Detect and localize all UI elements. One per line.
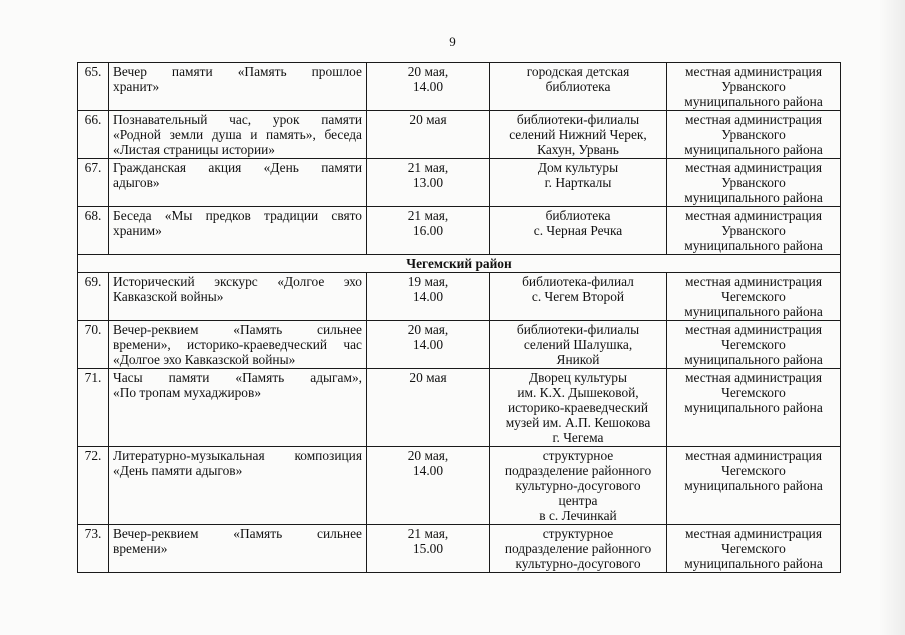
organizer-line: местная администрация: [685, 322, 822, 337]
event-date-line: 14.00: [412, 337, 444, 352]
event-title-line: «По тропам мухаджиров»: [113, 385, 262, 400]
table-row: [78, 159, 841, 207]
organizer-line: Чегемского: [721, 289, 786, 304]
event-place-line: селений Нижний Черек,: [509, 127, 647, 142]
event-place: [490, 207, 667, 255]
table-row: [78, 369, 841, 447]
event-place-line: историко-краеведческий: [507, 400, 649, 415]
organizer: [667, 321, 841, 369]
organizer-line: муниципального района: [684, 190, 823, 205]
event-date-line: 20 мая,: [407, 448, 449, 463]
event-date-line: 14.00: [412, 289, 444, 304]
row-number-line: 72.: [84, 448, 102, 463]
organizer-line: местная администрация: [685, 112, 822, 127]
event-title-line: Гражданская акция «День памяти: [113, 160, 362, 175]
organizer-line: Урванского: [721, 175, 786, 190]
event-title: [109, 207, 367, 255]
event-title-line: хранит»: [113, 79, 160, 94]
row-number: [78, 63, 109, 111]
organizer-line: муниципального района: [684, 94, 823, 109]
event-title-line: Вечер памяти «Память прошлое: [113, 64, 362, 79]
page-number: 9: [449, 34, 456, 49]
table-row: [78, 273, 841, 321]
row-number: [78, 207, 109, 255]
organizer-line: Урванского: [721, 79, 786, 94]
event-title-line: времени», историко-краеведческий час: [113, 337, 362, 352]
organizer: [667, 159, 841, 207]
event-place-line: Кахун, Урвань: [537, 142, 619, 157]
organizer-line: местная администрация: [685, 160, 822, 175]
event-date-line: 20 мая,: [407, 64, 449, 79]
event-date-line: 16.00: [412, 223, 444, 238]
event-place-line: структурное: [542, 448, 614, 463]
organizer: [667, 525, 841, 573]
event-place-line: библиотека: [545, 208, 611, 223]
row-number-line: 67.: [84, 160, 102, 175]
row-number-line: 69.: [84, 274, 102, 289]
organizer-line: Урванского: [721, 223, 786, 238]
event-date-line: 21 мая,: [407, 526, 449, 541]
event-place-line: библиотеки-филиалы: [516, 112, 640, 127]
organizer-line: муниципального района: [684, 142, 823, 157]
event-place: [490, 273, 667, 321]
event-place: [490, 111, 667, 159]
event-title-line: храним»: [113, 223, 162, 238]
event-date-line: 14.00: [412, 463, 444, 478]
event-place-line: библиотека: [545, 79, 611, 94]
event-title-line: «Листая страницы истории»: [113, 142, 275, 157]
event-title-line: «Родной земли душа и память», беседа: [113, 127, 362, 142]
event-place-line: г. Чегема: [552, 430, 604, 445]
table-row: [78, 207, 841, 255]
event-title: [109, 321, 367, 369]
event-date-line: 21 мая,: [407, 208, 449, 223]
organizer-line: Чегемского: [721, 463, 786, 478]
organizer: [667, 111, 841, 159]
event-place-line: Яникой: [556, 352, 600, 367]
event-title-line: Кавказской войны»: [113, 289, 224, 304]
event-place: [490, 63, 667, 111]
event-place-line: селений Шалушка,: [523, 337, 633, 352]
event-place-line: городская детская: [526, 64, 630, 79]
row-number: [78, 159, 109, 207]
organizer-line: местная администрация: [685, 208, 822, 223]
section-header-body: [78, 255, 841, 273]
organizer-line: Урванского: [721, 127, 786, 142]
event-title-line: «Долгое эхо Кавказской войны»: [113, 352, 296, 367]
organizer-line: муниципального района: [684, 478, 823, 493]
organizer-line: местная администрация: [685, 526, 822, 541]
event-place-line: подразделение районного: [504, 463, 652, 478]
event-title-line: Литературно-музыкальная композиция: [113, 448, 362, 463]
row-number: [78, 321, 109, 369]
event-date: [367, 525, 490, 573]
row-number-line: 65.: [84, 64, 102, 79]
event-title-line: Познавательный час, урок памяти: [113, 112, 362, 127]
event-title-line: Вечер-реквием «Память сильнее: [113, 526, 362, 541]
event-date-line: 21 мая,: [407, 160, 449, 175]
event-date: [367, 321, 490, 369]
event-title-line: Часы памяти «Память адыгам»,: [113, 370, 362, 385]
table-body-chegem: [78, 273, 841, 573]
event-date-line: 14.00: [412, 79, 444, 94]
event-title-line: Вечер-реквием «Память сильнее: [113, 322, 362, 337]
event-date: [367, 447, 490, 525]
organizer: [667, 63, 841, 111]
event-place-line: центра: [558, 493, 598, 508]
organizer-line: местная администрация: [685, 274, 822, 289]
row-number: [78, 273, 109, 321]
organizer: [667, 369, 841, 447]
row-number: [78, 369, 109, 447]
event-title: [109, 369, 367, 447]
organizer-line: муниципального района: [684, 400, 823, 415]
event-date-line: 20 мая: [409, 370, 447, 385]
event-title-line: адыгов»: [113, 175, 160, 190]
event-place-line: библиотеки-филиалы: [516, 322, 640, 337]
event-title-line: времени»: [113, 541, 168, 556]
event-place: [490, 159, 667, 207]
event-title: [109, 63, 367, 111]
event-place-line: Дворец культуры: [529, 370, 627, 385]
table-row: [78, 525, 841, 573]
event-date: [367, 369, 490, 447]
row-number: [78, 447, 109, 525]
organizer-line: местная администрация: [685, 448, 822, 463]
organizer-line: муниципального района: [684, 352, 823, 367]
row-number: [78, 111, 109, 159]
row-number-line: 71.: [84, 370, 102, 385]
row-number-line: 66.: [84, 112, 102, 127]
event-place-line: им. К.Х. Дышековой,: [517, 385, 639, 400]
event-date-line: 15.00: [412, 541, 444, 556]
organizer-line: Чегемского: [721, 337, 786, 352]
table-row: [78, 321, 841, 369]
event-title: [109, 525, 367, 573]
event-place: [490, 321, 667, 369]
organizer-line: муниципального района: [684, 238, 823, 253]
event-date-line: 19 мая,: [407, 274, 449, 289]
event-date: [367, 63, 490, 111]
event-date: [367, 159, 490, 207]
event-title: [109, 111, 367, 159]
event-place-line: библиотека-филиал: [522, 274, 634, 289]
event-title-line: Исторический экскурс «Долгое эхо: [113, 274, 362, 289]
event-place-line: Дом культуры: [537, 160, 619, 175]
event-date-line: 13.00: [412, 175, 444, 190]
event-date-line: 20 мая,: [407, 322, 449, 337]
row-number-line: 70.: [84, 322, 102, 337]
table-row: [78, 447, 841, 525]
table-body-urvan: [78, 63, 841, 255]
row-number: [78, 525, 109, 573]
event-place-line: подразделение районного: [504, 541, 652, 556]
organizer-line: Чегемского: [721, 385, 786, 400]
event-place-line: структурное: [542, 526, 614, 541]
event-title: [109, 159, 367, 207]
event-title-line: Беседа «Мы предков традиции свято: [113, 208, 362, 223]
event-place-line: в с. Лечинкай: [539, 508, 617, 523]
events-table: [77, 62, 841, 573]
organizer-line: местная администрация: [685, 64, 822, 79]
event-date-line: 20 мая: [409, 112, 447, 127]
row-number-line: 73.: [84, 526, 102, 541]
organizer-line: муниципального района: [684, 556, 823, 571]
organizer-line: муниципального района: [684, 304, 823, 319]
event-date: [367, 207, 490, 255]
organizer-line: Чегемского: [721, 541, 786, 556]
section-title: Чегемский район: [78, 255, 841, 273]
event-place-line: музей им. А.П. Кешокова: [505, 415, 651, 430]
event-title-line: «День памяти адыгов»: [113, 463, 243, 478]
event-place: [490, 447, 667, 525]
event-place-line: г. Нарткалы: [544, 175, 612, 190]
event-place-line: культурно-досугового: [515, 478, 641, 493]
event-title: [109, 273, 367, 321]
event-date: [367, 111, 490, 159]
organizer: [667, 207, 841, 255]
table-row: [78, 111, 841, 159]
event-place-line: культурно-досугового: [515, 556, 641, 571]
event-date: [367, 273, 490, 321]
row-number-line: 68.: [84, 208, 102, 223]
event-place: [490, 525, 667, 573]
organizer-line: местная администрация: [685, 370, 822, 385]
organizer: [667, 447, 841, 525]
event-place: [490, 369, 667, 447]
event-place-line: с. Чегем Второй: [531, 289, 625, 304]
section-row: [78, 255, 841, 273]
page-edge-shadow: [879, 0, 905, 635]
table-row: [78, 63, 841, 111]
organizer: [667, 273, 841, 321]
event-title: [109, 447, 367, 525]
event-place-line: с. Черная Речка: [533, 223, 623, 238]
